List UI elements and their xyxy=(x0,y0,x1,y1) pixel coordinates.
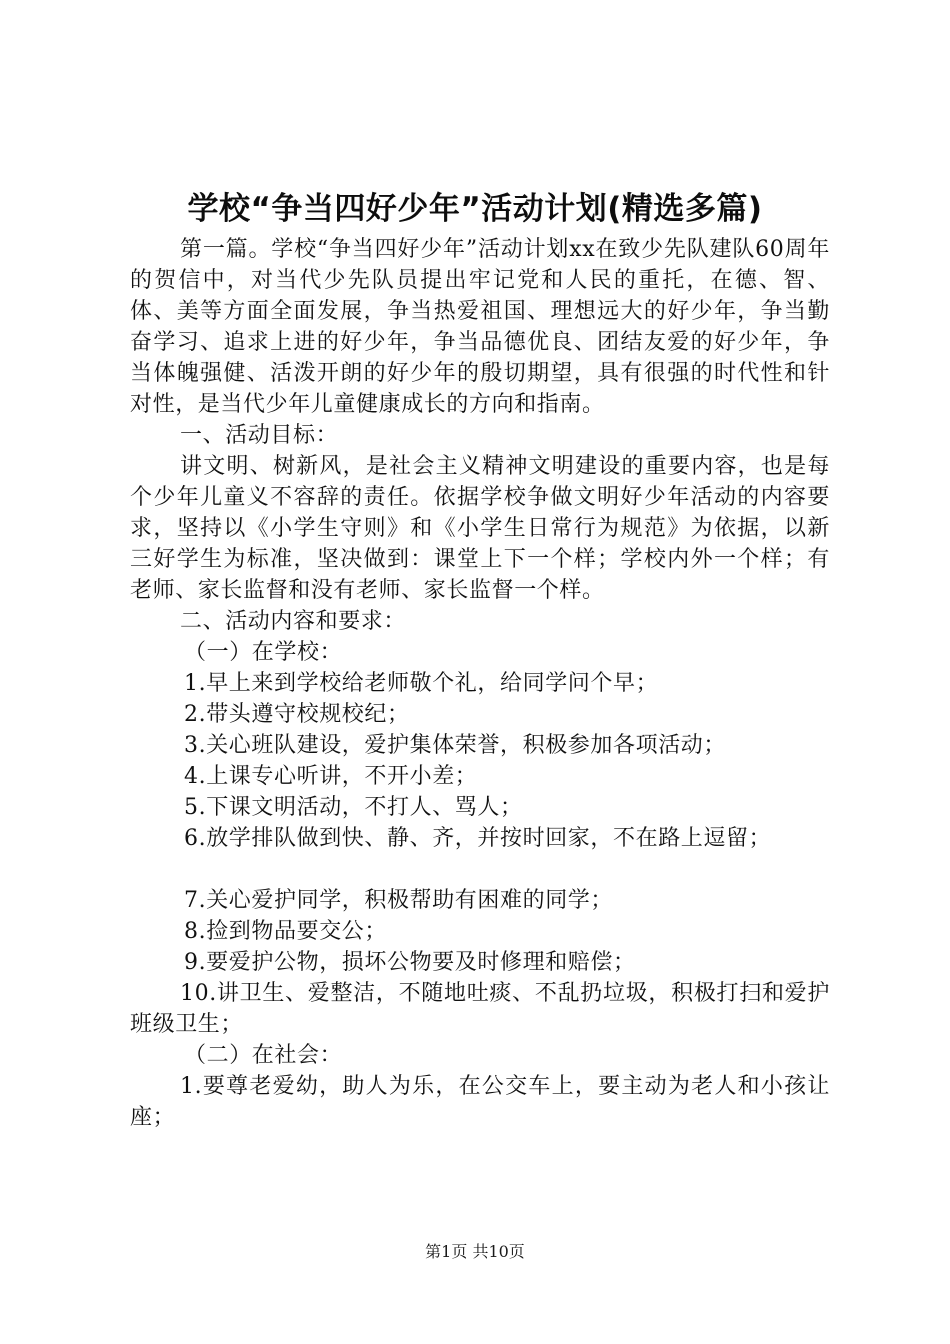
school-item: 10.讲卫生、爱整洁，不随地吐痰、不乱扔垃圾，积极打扫和爱护班级卫生； xyxy=(130,981,830,1037)
school-item: 3.关心班队建设，爱护集体荣誉，积极参加各项活动； xyxy=(184,733,726,758)
page-number-footer: 第1页 共10页 xyxy=(425,1242,525,1261)
society-item: 1.要尊老爱幼，助人为乐，在公交车上，要主动为老人和小孩让座； xyxy=(130,1074,830,1130)
school-subheading: （一）在学校： xyxy=(184,640,343,665)
school-item: 2.带头遵守校规校纪； xyxy=(184,702,410,727)
school-item: 1.早上来到学校给老师敬个礼，给同学问个早； xyxy=(184,671,659,696)
school-item: 6.放学排队做到快、静、齐，并按时回家，不在路上逗留； xyxy=(184,826,772,851)
school-item: 9.要爱护公物，损坏公物要及时修理和赔偿； xyxy=(184,950,636,975)
document-body xyxy=(130,234,830,1133)
society-subheading: （二）在社会： xyxy=(184,1043,343,1068)
school-item: 8.捡到物品要交公； xyxy=(184,919,387,944)
section1-paragraph: 讲文明、树新风，是社会主义精神文明建设的重要内容，也是每个少年儿童义不容辞的责任。依据学校争做文明好少年活动的内容要求，坚持以《小学生守则》和《小学生日常行为规范》为依据，以新三好学生为标准，坚决做到：课堂上下一个样；学校内外一个样；有老师、家长监督和没有老师、家长监督一个样。 xyxy=(130,454,830,603)
document-title: 学校“争当四好少年”活动计划(精选多篇) xyxy=(187,191,763,227)
intro-paragraph: 第一篇。学校“争当四好少年”活动计划xx在致少先队建队60周年的贺信中，对当代少先队员提出牢记党和人民的重托，在德、智、体、美等方面全面发展，争当热爱祖国、理想远大的好少年，争当勤奋学习、追求上进的好少年，争当品德优良、团结友爱的好少年，争当体魄强健、活泼开朗的好少年的殷切期望，具有很强的时代性和针对性，是当代少年儿童健康成长的方向和指南。 xyxy=(130,237,830,417)
school-item: 5.下课文明活动，不打人、骂人； xyxy=(184,795,523,820)
school-item: 7.关心爱护同学，积极帮助有困难的同学； xyxy=(184,888,613,913)
section1-heading: 一、活动目标： xyxy=(180,423,339,448)
section2-heading: 二、活动内容和要求： xyxy=(180,609,407,634)
school-item: 4.上课专心听讲，不开小差； xyxy=(184,764,478,789)
